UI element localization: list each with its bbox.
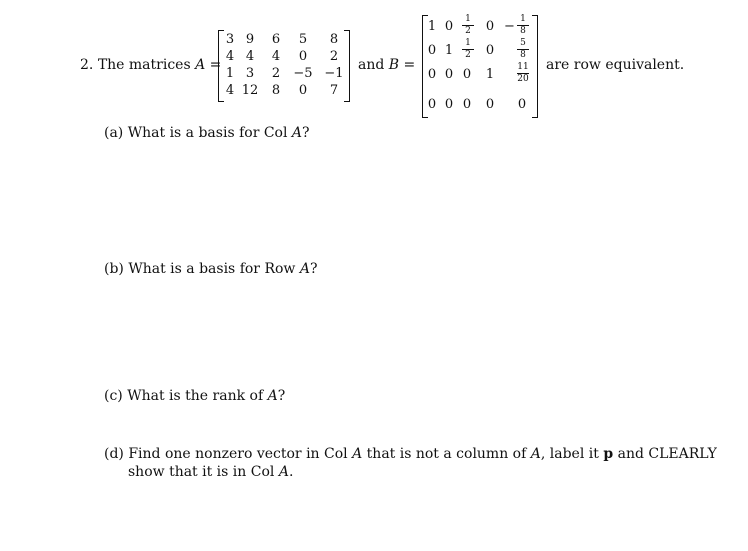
var-B: B bbox=[388, 57, 400, 73]
part-d-text5: show that it is in Col bbox=[128, 464, 275, 480]
part-a-end: ? bbox=[302, 125, 310, 141]
part-d-text3: , label it bbox=[540, 446, 599, 462]
matrix-b-cell: 0 bbox=[485, 43, 495, 58]
part-c-text: What is the rank of bbox=[127, 388, 264, 404]
matrix-a-cell: 3 bbox=[245, 66, 255, 81]
and-word: and bbox=[358, 57, 385, 73]
matrix-a-cell: 8 bbox=[271, 83, 281, 98]
matrix-a-cell: 4 bbox=[271, 49, 281, 64]
matrix-a-cell: 0 bbox=[298, 83, 308, 98]
part-d-end: . bbox=[288, 464, 294, 480]
intro-prefix: The matrices bbox=[97, 57, 191, 73]
part-d-line1 bbox=[104, 446, 717, 462]
matrix-a-cell: 8 bbox=[329, 32, 339, 47]
and-b-label bbox=[358, 57, 415, 73]
var-A: A bbox=[195, 57, 206, 73]
matrix-a-cell: 4 bbox=[225, 83, 235, 98]
matrix-a-cell: 0 bbox=[298, 49, 308, 64]
matrix-b-cell: 1 bbox=[427, 19, 437, 34]
part-d-text4: and CLEARLY bbox=[617, 446, 717, 462]
matrix-b-cell: 0 bbox=[444, 19, 454, 34]
matrix-a-cell: 4 bbox=[245, 49, 255, 64]
part-b-label: (b) bbox=[104, 261, 124, 277]
part-b-text: What is a basis for Row bbox=[128, 261, 296, 277]
matrix-a-cell: 2 bbox=[329, 49, 339, 64]
part-b-var: A bbox=[299, 261, 310, 277]
part-c bbox=[104, 388, 285, 404]
equals-sign: = bbox=[209, 57, 222, 73]
matrix-b-fraction: 1 2 bbox=[457, 39, 479, 60]
part-d-label: (d) bbox=[104, 446, 124, 462]
matrix-b-fraction: 1 8 bbox=[512, 15, 534, 36]
matrix-a-cell: 4 bbox=[225, 49, 235, 64]
matrix-b-cell: 0 bbox=[462, 97, 472, 112]
matrix-b-cell: 0 bbox=[444, 97, 454, 112]
matrix-b-cell: 0 bbox=[462, 67, 472, 82]
matrix-b bbox=[422, 15, 538, 118]
part-c-var: A bbox=[267, 388, 278, 404]
matrix-b-cell: 1 bbox=[485, 67, 495, 82]
matrix-b-fraction: 5 8 bbox=[512, 39, 534, 60]
part-d-bold-p: p bbox=[603, 446, 614, 462]
matrix-b-minus-sign: − bbox=[504, 19, 515, 34]
matrix-a bbox=[218, 30, 350, 102]
part-b-end: ? bbox=[309, 261, 318, 277]
part-a-label: (a) bbox=[104, 125, 124, 141]
part-a-text: What is a basis for Col bbox=[127, 125, 288, 141]
part-a-var: A bbox=[291, 125, 303, 141]
matrix-a-cell: 2 bbox=[271, 66, 281, 81]
row-equivalent-suffix: are row equivalent. bbox=[546, 57, 685, 73]
problem-number: 2. bbox=[80, 57, 94, 73]
matrix-b-fraction: 1 2 bbox=[457, 15, 479, 36]
part-d-text2: that is not a column of bbox=[366, 446, 527, 462]
matrix-b-cell: 0 bbox=[444, 67, 454, 82]
matrix-b-cell: 0 bbox=[485, 97, 495, 112]
matrix-a-cell: 5 bbox=[298, 32, 308, 47]
part-d-line2 bbox=[128, 464, 293, 480]
matrix-a-cell: 3 bbox=[225, 32, 235, 47]
matrix-b-fraction: 11 20 bbox=[517, 62, 529, 84]
matrix-a-cell: −5 bbox=[293, 66, 313, 81]
problem-intro bbox=[80, 57, 221, 73]
equals-sign-b: = bbox=[403, 57, 416, 73]
matrix-b-cell: 1 bbox=[444, 43, 454, 58]
matrix-a-cell: 6 bbox=[271, 32, 281, 47]
part-a bbox=[104, 125, 310, 141]
matrix-a-cell: −1 bbox=[324, 66, 344, 81]
matrix-b-cell: 0 bbox=[485, 19, 495, 34]
part-c-label: (c) bbox=[104, 388, 123, 404]
matrix-b-cell: 0 bbox=[517, 97, 527, 112]
part-d-var3: A bbox=[278, 464, 289, 480]
matrix-a-cell: 12 bbox=[241, 83, 259, 98]
matrix-a-cell: 9 bbox=[245, 32, 255, 47]
matrix-b-cell: 0 bbox=[427, 43, 437, 58]
part-d-text1: Find one nonzero vector in Col bbox=[128, 446, 348, 462]
matrix-b-cell: 0 bbox=[427, 97, 437, 112]
matrix-a-cell: 7 bbox=[329, 83, 339, 98]
part-c-end: ? bbox=[277, 388, 286, 404]
part-d-var2: A bbox=[530, 446, 541, 462]
part-d-var1: A bbox=[352, 446, 363, 462]
matrix-a-cell: 1 bbox=[225, 66, 235, 81]
part-b bbox=[104, 261, 318, 277]
matrix-b-cell: 0 bbox=[427, 67, 437, 82]
